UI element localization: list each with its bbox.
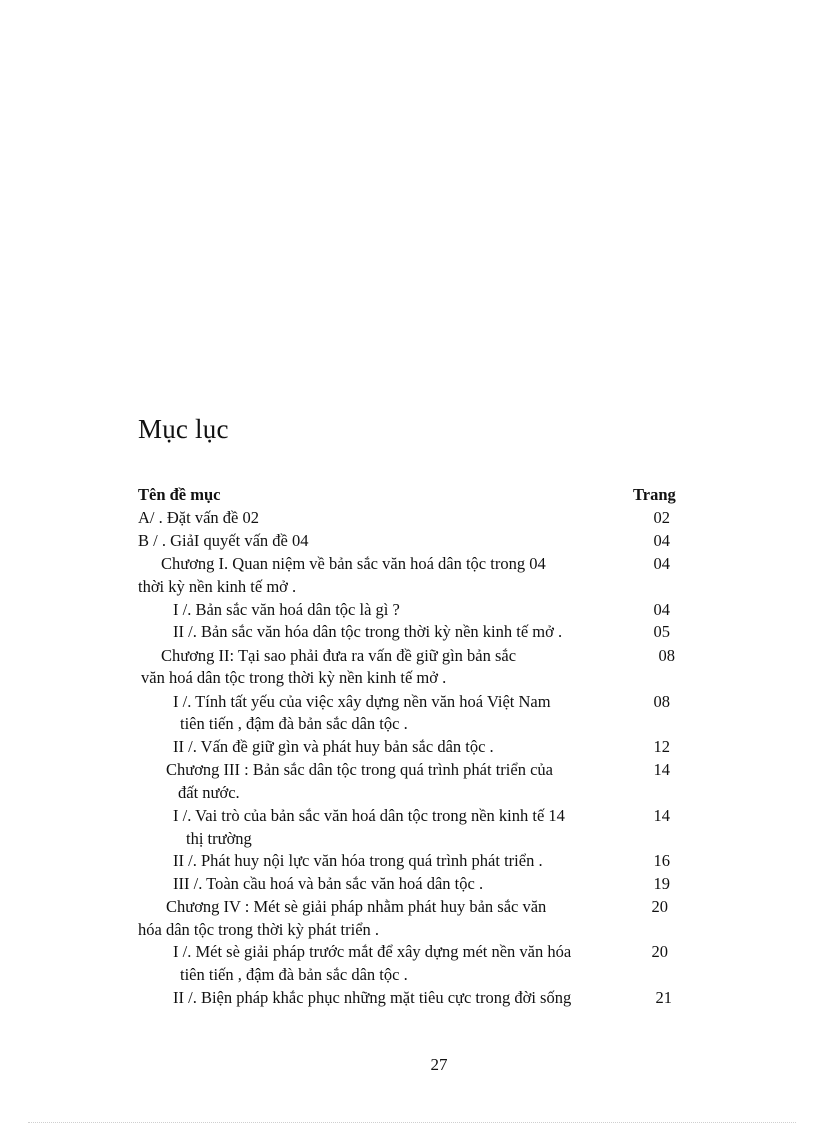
toc-entry-3-1[interactable]: I /. Vai trò của bản sắc văn hoá dân tộc trong nền kinh tế 14: [173, 806, 565, 825]
toc-entry-3-3[interactable]: III /. Toàn cầu hoá và bản sắc văn hoá dân tộc .: [173, 874, 484, 893]
toc-entry-chapter-3[interactable]: Chương III : Bản sắc dân tộc trong quá trình phát triển của: [166, 760, 553, 779]
toc-page: 04: [653, 531, 670, 550]
toc-page: 20: [651, 897, 668, 916]
toc-page: 19: [653, 874, 670, 893]
toc-header-page: Trang: [633, 485, 676, 504]
toc-page: 14: [653, 760, 670, 779]
toc-page: 16: [653, 851, 670, 870]
toc-entry-chapter-2-cont: văn hoá dân tộc trong thời kỳ nền kinh tế mở .: [141, 668, 447, 687]
toc-page: 14: [653, 806, 670, 825]
toc-page: 08: [653, 692, 670, 711]
toc-entry-4-1-cont: tiên tiến , đậm đà bản sắc dân tộc .: [180, 965, 408, 984]
toc-page: 04: [653, 600, 670, 619]
toc-entry-chapter-1-cont: thời kỳ nền kinh tế mở .: [138, 577, 297, 596]
toc-entry-1-2[interactable]: II /. Bản sắc văn hóa dân tộc trong thời kỳ nền kinh tế mở .: [173, 622, 563, 641]
toc-entry-3-1-cont: thị trường: [186, 829, 252, 848]
toc-page: 05: [653, 622, 670, 641]
toc-entry-chapter-4-cont: hóa dân tộc trong thời kỳ phát triển .: [138, 920, 380, 939]
toc-entry-3-2[interactable]: II /. Phát huy nội lực văn hóa trong quá trình phát triển .: [173, 851, 543, 870]
toc-entry-chapter-2[interactable]: Chương II: Tại sao phải đưa ra vấn đề giữ gìn bản sắc: [161, 646, 517, 665]
toc-entry-chapter-3-cont: đất nước.: [178, 783, 240, 802]
toc-page: 02: [653, 508, 670, 527]
toc-entry-chapter-1[interactable]: Chương I. Quan niệm về bản sắc văn hoá dân tộc trong 04: [161, 554, 546, 573]
toc-entry-4-1[interactable]: I /. Mét sè giải pháp trước mắt để xây dựng mét nền văn hóa: [173, 942, 572, 961]
toc-entry-2-1[interactable]: I /. Tính tất yếu của việc xây dựng nền văn hoá Việt Nam: [173, 692, 551, 711]
page-title: Mục lục: [138, 414, 229, 444]
toc-entry-2-1-cont: tiên tiến , đậm đà bản sắc dân tộc .: [180, 714, 408, 733]
toc-header-label: Tên đề mục: [138, 485, 221, 504]
toc-page: 21: [655, 988, 672, 1007]
toc-entry-1-1[interactable]: I /. Bản sắc văn hoá dân tộc là gì ?: [173, 600, 400, 619]
toc-entry-4-2[interactable]: II /. Biện pháp khắc phục những mặt tiêu cực trong đời sống: [173, 988, 572, 1007]
toc-entry-b[interactable]: B / . GiảI quyết vấn đề 04: [138, 531, 309, 550]
toc-page: 20: [651, 942, 668, 961]
toc-entry-a[interactable]: A/ . Đặt vấn đề 02: [138, 508, 259, 527]
toc-page: 12: [653, 737, 670, 756]
toc-entry-chapter-4[interactable]: Chương IV : Mét sè giải pháp nhằm phát huy bản sắc văn: [166, 897, 547, 916]
toc-page: 04: [653, 554, 670, 573]
page-number: 27: [430, 1055, 448, 1074]
toc-page: 08: [658, 646, 675, 665]
toc-entry-2-2[interactable]: II /. Vấn đề giữ gìn và phát huy bản sắc dân tộc .: [173, 737, 494, 756]
